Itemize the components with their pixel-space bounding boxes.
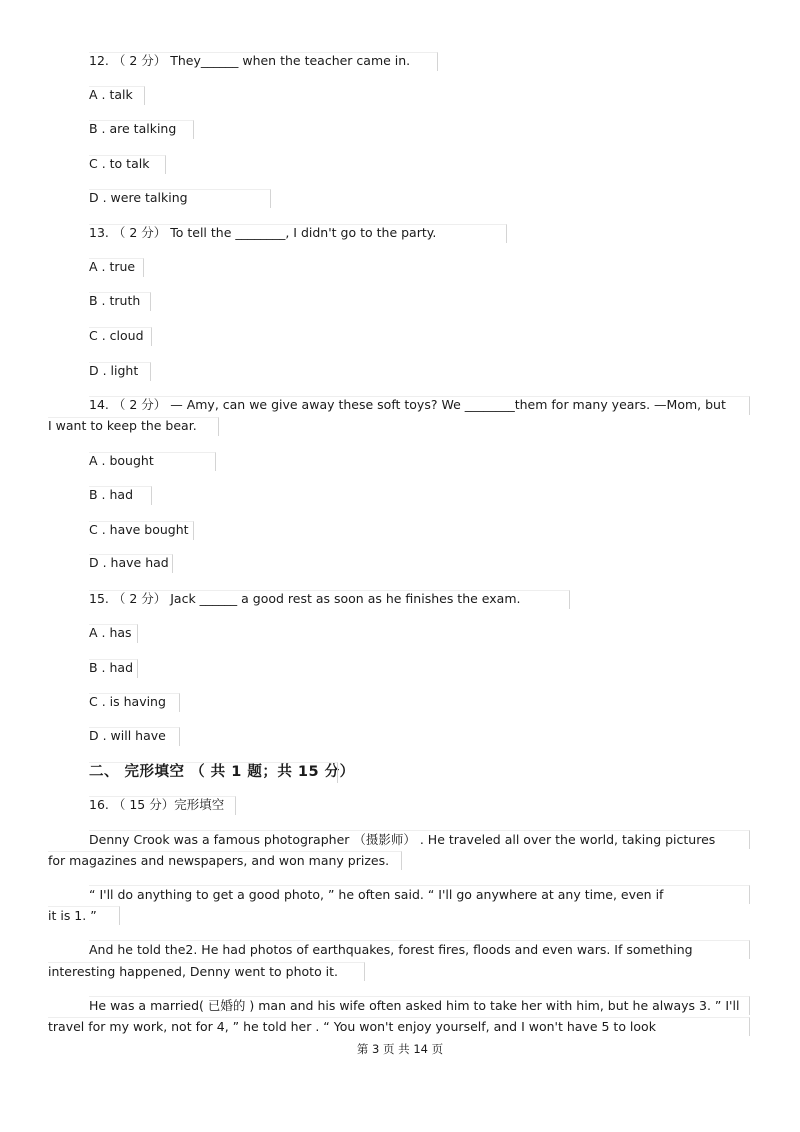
text-box-frame [89, 362, 151, 381]
q13-option-d: D . light [89, 363, 139, 378]
text-box-frame [89, 830, 750, 849]
q15-option-d: D . will have [89, 728, 166, 743]
q15-option-a: A . has [89, 625, 132, 640]
question-16-stem: 16. （ 15 分）完形填空 [89, 797, 225, 812]
question-14-stem-continued: I want to keep the bear. [48, 418, 197, 433]
q14-option-d: D . have had [89, 555, 169, 570]
text-box-frame [89, 396, 750, 415]
text-box-frame [89, 224, 507, 243]
page-number-footer: 第 3 页 共 14 页 [356, 1042, 444, 1056]
text-box-frame [89, 885, 750, 904]
text-box-frame [89, 693, 180, 712]
text-box-frame [89, 120, 194, 139]
section-heading: 二、 完形填空 （ 共 1 题；共 15 分） [89, 764, 355, 780]
text-box-frame [48, 851, 402, 870]
text-box-frame [48, 962, 365, 981]
passage-paragraph-2-line-1: “ I'll do anything to get a good photo, ” he often said. “ I'll go anywhere at any time, even if [89, 887, 664, 902]
passage-paragraph-2-line-2: it is 1. ” [48, 908, 97, 923]
text-box-frame [89, 486, 152, 505]
q14-option-c: C . have bought [89, 522, 189, 537]
text-box-frame [89, 996, 750, 1015]
question-12-stem: 12. （ 2 分） They______ when the teacher came in. [89, 53, 411, 68]
passage-paragraph-4-line-2: travel for my work, not for 4, ” he told her . “ You won't enjoy yourself, and I won't have 5 to look [48, 1019, 656, 1034]
text-box-frame [48, 906, 120, 925]
text-box-frame [48, 417, 219, 436]
q14-option-b: B . had [89, 487, 134, 502]
text-box-frame [89, 659, 138, 678]
text-box-frame [89, 52, 438, 71]
text-box-frame [89, 452, 216, 471]
q12-option-a: A . talk [89, 87, 133, 102]
question-15-stem: 15. （ 2 分） Jack ______ a good rest as soon as he finishes the exam. [89, 591, 521, 606]
text-box-frame [89, 590, 570, 609]
text-box-frame [89, 624, 138, 643]
text-box-frame [89, 554, 173, 573]
text-box-frame [89, 189, 271, 208]
text-box-frame [89, 521, 194, 540]
text-box-frame [89, 727, 180, 746]
text-box-frame [89, 292, 151, 311]
q13-option-c: C . cloud [89, 328, 144, 343]
text-box-frame [89, 258, 144, 277]
text-box-frame [89, 796, 236, 815]
q15-option-b: B . had [89, 660, 134, 675]
question-13-stem: 13. （ 2 分） To tell the ________, I didn't go to the party. [89, 225, 437, 240]
q12-option-c: C . to talk [89, 156, 150, 171]
q12-option-d: D . were talking [89, 190, 188, 205]
q14-option-a: A . bought [89, 453, 154, 468]
question-14-stem: 14. （ 2 分） — Amy, can we give away these soft toys? We ________them for many years. —Mom, but [89, 397, 726, 412]
text-box-frame [89, 940, 750, 959]
q12-option-b: B . are talking [89, 121, 177, 136]
passage-paragraph-3-line-2: interesting happened, Denny went to photo it. [48, 964, 339, 979]
text-box-frame [89, 86, 145, 105]
q15-option-c: C . is having [89, 694, 166, 709]
passage-paragraph-1-line-2: for magazines and newspapers, and won many prizes. [48, 853, 390, 868]
text-box-frame [89, 762, 338, 783]
text-box-frame [48, 1017, 750, 1036]
q13-option-b: B . truth [89, 293, 141, 308]
passage-paragraph-4-line-1: He was a married( 已婚的 ) man and his wife often asked him to take her with him, but he always 3. ” I'll [89, 998, 740, 1013]
passage-paragraph-1-line-1: Denny Crook was a famous photographer （摄影师） . He traveled all over the world, taking pictures [89, 832, 716, 847]
text-box-frame [89, 327, 152, 346]
text-box-frame [89, 155, 166, 174]
q13-option-a: A . true [89, 259, 136, 274]
passage-paragraph-3-line-1: And he told the2. He had photos of earthquakes, forest fires, floods and even wars. If something [89, 942, 693, 957]
